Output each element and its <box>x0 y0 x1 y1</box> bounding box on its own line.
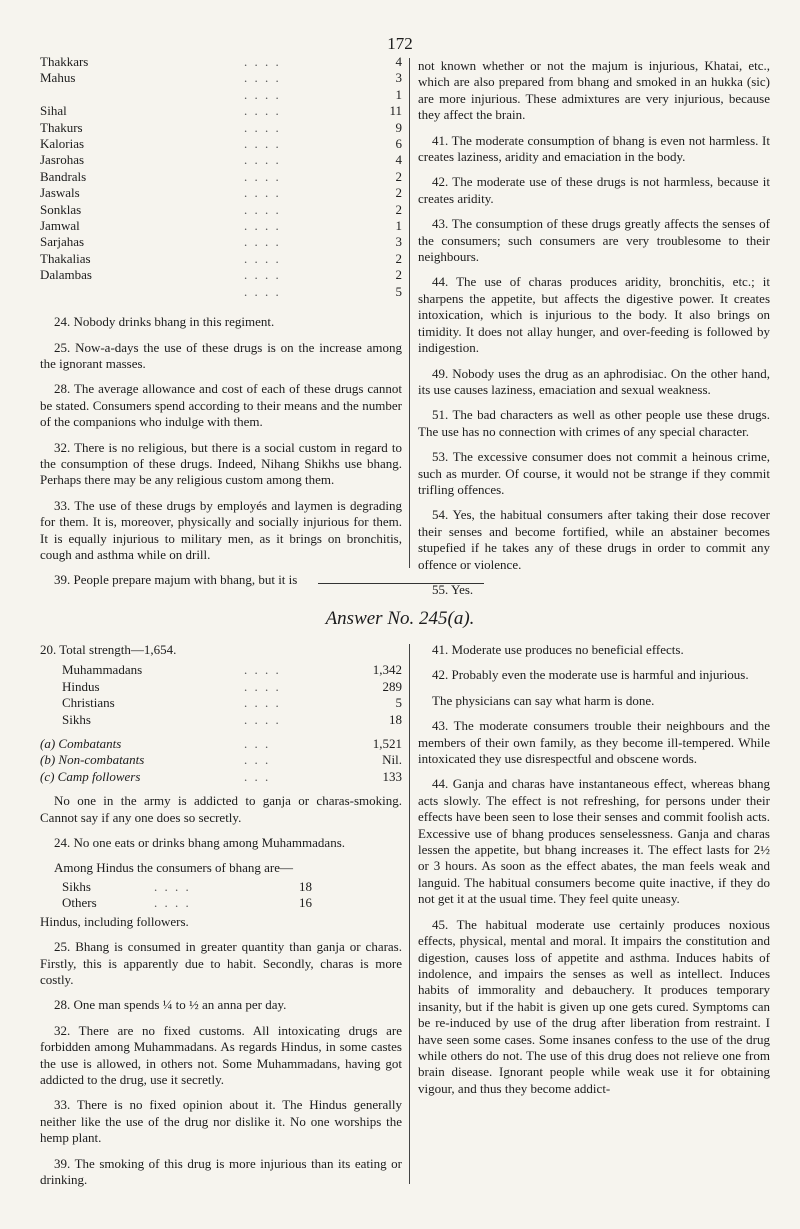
paragraph: 45. The habitual moderate use certainly produces noxious effects, physical, mental and moral. It impairs the constitution and digestion, causes loss of appetite and asthma. Induces habits of indolence, and impairs the senses as well as intellect. Induces habits of immorality and debauchery. It produces temporary insanity, but if the habit is given up one gets cured. Symptoms can be re-induced by use of the drug after liberation from restraint. I have seen some cases. Some insanes confess to the use of the drug while others do not. The use of this drug does not relieve one from brain disease. Ignorant people while weak use it for obtaining vigour, and thus they become addict- <box>418 916 770 1096</box>
caste-row: Jamwal . . . . 1 <box>40 218 402 234</box>
caste-row: Mahus . . . . 3 <box>40 70 402 86</box>
paragraph: 32. There are no fixed customs. All intoxicating drugs are forbidden among Muhammadans. As regards Hindus, in some castes the use is allowed, in others not. Some Muhammadans, having got addicted to the drug, use it secretly. <box>40 1022 402 1087</box>
religion-table <box>40 662 402 728</box>
top-right-column <box>418 58 770 607</box>
category-row: (b) Non-combatants . . . Nil. <box>40 752 402 768</box>
religion-row: Hindus . . . . 289 <box>62 678 402 694</box>
bottom-right-column <box>418 642 770 1106</box>
caste-row: Sonklas . . . . 2 <box>40 201 402 217</box>
religion-row: Muhammadans . . . . 1,342 <box>62 662 402 678</box>
paragraph: 44. Ganja and charas have instantaneous effect, whereas bhang acts slowly. The effect is not refreshing, for persons under their effects have been seen to lose their senses and commit foolish acts. Excessive use of bhang produces senselessness. Ganja and charas lessen the appetite, but bhang increases it. The effect lasts for 2½ or 3 hours. As soon as the effect abates, the man feels weak and languid. The habitual consumers become quite inactive, if they do not get it at the usual time. They feel quite uneasy. <box>418 776 770 907</box>
section-rule <box>318 583 484 584</box>
paragraph: 33. The use of these drugs by employés and laymen is degrading for them. It is, moreover, physically and socially injurious for them. It is equally injurious to military men, as it brings on bronchitis, cough and asthma while on drill. <box>40 497 402 562</box>
paragraph: No one in the army is addicted to ganja or charas-smoking. Cannot say if any one does so secretly. <box>40 793 402 825</box>
bottom-left-column <box>40 642 402 1197</box>
paragraph: 24. Nobody drinks bhang in this regiment. <box>54 314 275 330</box>
consumer-row: Others . . . . 16 <box>62 895 312 911</box>
paragraph: 44. The use of charas produces aridity, bronchitis, etc.; it sharpens the appetite, but affects the digestive power. It creates intoxication, which is injurious to the body. It also brings on timidity. It does not allay hunger, and over-feeding is followed by indigestion. <box>418 274 770 356</box>
caste-row: Dalambas . . . . 2 <box>40 267 402 283</box>
caste-row: Thakkars . . . . 4 <box>40 54 402 69</box>
caste-row: Thakalias . . . . 2 <box>40 250 402 266</box>
caste-row: Thakurs . . . . 9 <box>40 119 402 135</box>
category-row: (c) Camp followers . . . 133 <box>40 768 402 784</box>
paragraph: 49. Nobody uses the drug as an aphrodisiac. On the other hand, its use causes laziness, emaciation and sexual weakness. <box>418 365 770 397</box>
caste-row: . . . . 1 <box>244 86 402 102</box>
paragraph: 39. People prepare majum with bhang, but it is <box>54 572 298 588</box>
paragraph: 42. Probably even the moderate use is harmful and injurious. <box>432 667 749 683</box>
caste-row: Sihal . . . . 11 <box>40 103 402 119</box>
paragraph: 33. There is no fixed opinion about it. The Hindus generally neither like the use of the drug nor dislike it. No one worships the hemp plant. <box>40 1097 402 1146</box>
paragraph: 54. Yes, the habitual consumers after taking their dose recover their senses and become fortified, while an abstainer becomes stupefied if he takes any of these drugs in order to commit any offence or violence. <box>418 507 770 572</box>
paragraph: 32. There is no religious, but there is a social custom in regard to the consumption of these drugs. Indeed, Nihang Shikhs use bhang. Perhaps there may be any religious custom among them. <box>40 439 402 488</box>
consumer-row: Sikhs . . . . 18 <box>62 878 312 894</box>
top-left-column <box>40 54 402 598</box>
religion-row: Christians . . . . 5 <box>62 695 402 711</box>
paragraph: 55. Yes. <box>432 581 474 597</box>
paragraph: 25. Bhang is consumed in greater quantity than ganja or charas. Firstly, this is apparently due to habit. Secondly, charas is more costly. <box>40 939 402 987</box>
caste-table <box>40 54 402 300</box>
column-divider <box>409 58 410 568</box>
paragraph: 28. The average allowance and cost of each of these drugs cannot be stated. Consumers spend according to their means and the number of the companions who indulge with them. <box>40 381 402 430</box>
paragraph: 42. The moderate use of these drugs is not harmless, because it creates aridity. <box>418 174 770 206</box>
strength-line: 20. Total strength—1,654. <box>40 642 177 657</box>
paragraph: Among Hindus the consumers of bhang are— <box>54 860 294 876</box>
caste-row: Sarjahas . . . . 3 <box>40 234 402 250</box>
paragraph: 24. No one eats or drinks bhang among Muhammadans. <box>54 835 346 851</box>
paragraph: 28. One man spends ¼ to ½ an anna per day. <box>54 997 287 1013</box>
paragraph: not known whether or not the majum is injurious, Khatai, etc., which are also prepared from bhang and smoked in an hukka (sic) are more injurious. These admixtures are very injurious, because they affect the brain. <box>418 58 770 123</box>
religion-row: Sikhs . . . . 18 <box>62 711 402 727</box>
paragraph: 51. The bad characters as well as other people use these drugs. The use has no connection with crimes of any special character. <box>418 407 770 439</box>
category-table <box>40 736 402 785</box>
caste-row: Kalorias . . . . 6 <box>40 136 402 152</box>
caste-row: . . . . 5 <box>244 283 402 299</box>
category-row: (a) Combatants . . . 1,521 <box>40 736 402 752</box>
paragraph: 25. Now-a-days the use of these drugs is on the increase among the ignorant masses. <box>40 339 402 371</box>
paragraph: 41. The moderate consumption of bhang is even not harmless. It creates laziness, aridity and emaciation in the body. <box>418 132 770 165</box>
consumer-table <box>40 879 402 912</box>
paragraph: 43. The moderate consumers trouble their neighbours and the members of their own family, as they become ill-tempered. While intoxicated they use disrespectful and obscene words. <box>418 718 770 767</box>
paragraph: 43. The consumption of these drugs greatly affects the senses of the consumers; such consumers are very troublesome to their neighbours. <box>418 216 770 265</box>
caste-row: Jasrohas . . . . 4 <box>40 152 402 168</box>
caste-row: Bandrals . . . . 2 <box>40 168 402 184</box>
column-divider <box>409 644 410 1184</box>
answer-heading: Answer No. 245(a). <box>325 608 475 629</box>
page-number: 172 <box>387 34 413 53</box>
caste-row: Jaswals . . . . 2 <box>40 185 402 201</box>
paragraph: The physicians can say what harm is done. <box>432 692 655 708</box>
paragraph: Hindus, including followers. <box>40 913 189 929</box>
paragraph: 53. The excessive consumer does not commit a heinous crime, such as murder. Of course, it would not be strange if they commit trifling offences. <box>418 449 770 497</box>
paragraph: 41. Moderate use produces no beneficial effects. <box>432 642 684 657</box>
paragraph: 39. The smoking of this drug is more injurious than its eating or drinking. <box>40 1155 402 1187</box>
